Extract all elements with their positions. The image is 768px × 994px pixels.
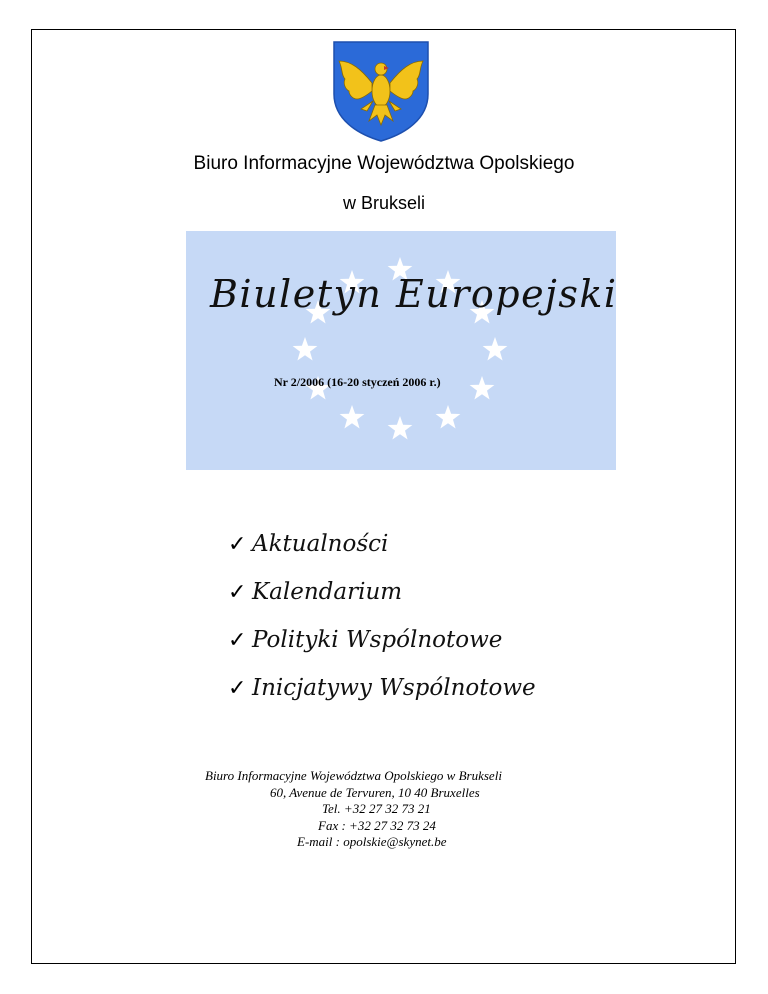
organization-location: w Brukseli <box>342 193 426 213</box>
eu-star-icon <box>470 376 495 400</box>
coat-of-arms-icon <box>331 39 431 143</box>
contents-item-label: Aktualności <box>252 531 389 557</box>
contents-item <box>228 568 536 616</box>
contact-email: E-mail : opolskie@skynet.be <box>297 834 447 849</box>
checkmark-icon: ✓ <box>228 675 247 701</box>
bulletin-title: Biuletyn Europejski <box>210 272 618 316</box>
organization-name: Biuro Informacyjne Województwa Opolskiego <box>193 153 575 174</box>
contact-address: 60, Avenue de Tervuren, 10 40 Bruxelles <box>270 784 480 800</box>
eu-stars-circle <box>186 231 616 470</box>
contents-item-label: Inicjatywy Wspólnotowe <box>252 675 536 701</box>
contents-item-label: Kalendarium <box>252 579 403 605</box>
contents-item <box>228 520 536 568</box>
checkmark-icon: ✓ <box>228 579 247 605</box>
contact-name: Biuro Informacyjne Województwa Opolskiego w Brukseli <box>205 768 502 783</box>
contact-block <box>0 768 768 851</box>
contents-item <box>228 664 536 712</box>
checkmark-icon: ✓ <box>228 531 247 557</box>
eu-star-icon <box>436 405 461 429</box>
eu-star-icon <box>293 337 318 361</box>
eu-star-icon <box>388 416 413 440</box>
eu-star-icon <box>340 405 365 429</box>
contents-item-label: Polityki Wspólnotowe <box>252 627 503 653</box>
eu-star-icon <box>483 337 508 361</box>
contact-phone: Tel. +32 27 32 73 21 <box>322 801 431 816</box>
contents-list <box>228 520 536 712</box>
eu-banner <box>186 231 616 470</box>
checkmark-icon: ✓ <box>228 627 247 653</box>
contents-item <box>228 616 536 664</box>
contact-fax: Fax : +32 27 32 73 24 <box>318 817 436 833</box>
issue-number: Nr 2/2006 (16-20 styczeń 2006 r.) <box>274 375 441 389</box>
